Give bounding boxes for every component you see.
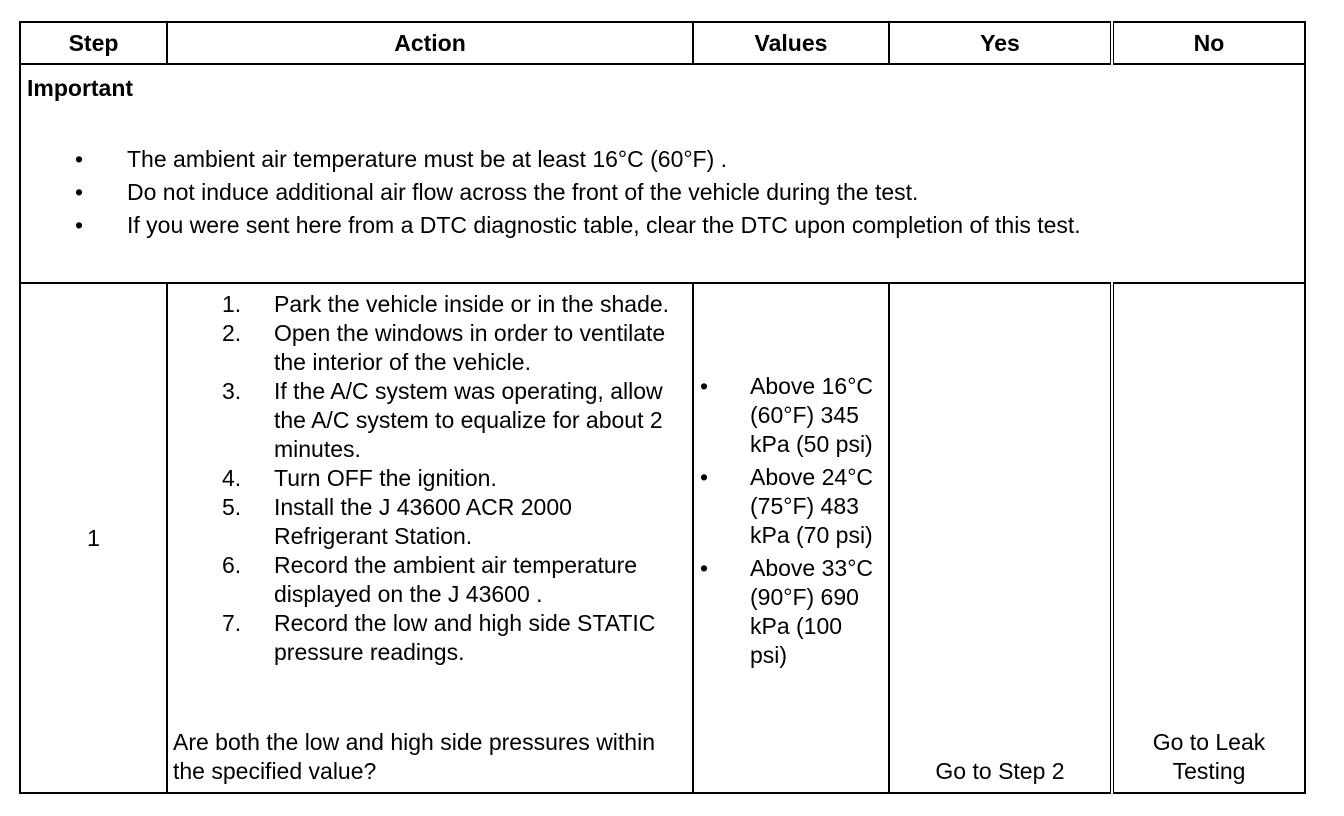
action-step-text: Park the vehicle inside or in the shade. <box>274 291 670 317</box>
action-step <box>168 551 692 609</box>
action-step <box>168 493 692 551</box>
important-item <box>21 145 1304 178</box>
step-number: 1 <box>20 283 167 793</box>
important-item <box>21 211 1304 244</box>
action-step <box>168 464 692 493</box>
value-item-text: Above 24°C (75°F) 483 kPa (70 psi) <box>750 464 873 548</box>
important-item-text: If you were sent here from a DTC diagnostic table, clear the DTC upon completion of this test. <box>127 212 1081 238</box>
header-values: Values <box>693 22 889 64</box>
action-step-number: 5. <box>222 494 242 520</box>
yes-cell <box>889 283 1112 793</box>
value-item <box>694 372 888 459</box>
action-step-text: Record the ambient air temperature displayed on the J 43600 . <box>274 552 638 607</box>
value-item <box>694 463 888 550</box>
value-item <box>694 554 888 670</box>
action-cell <box>167 283 693 793</box>
diagnostic-table <box>19 21 1306 794</box>
step-row <box>20 283 1305 793</box>
action-question: Are both the low and high side pressures within the specified value? <box>173 729 656 784</box>
yes-result: Go to Step 2 <box>935 758 1065 784</box>
action-step-text: Open the windows in order to ventilate the interior of the vehicle. <box>274 320 666 375</box>
important-item-text: Do not induce additional air flow across the front of the vehicle during the test. <box>127 179 919 205</box>
important-item <box>21 178 1304 211</box>
header-row <box>20 22 1305 64</box>
no-result: Go to Leak Testing <box>1152 729 1266 784</box>
action-step-number: 4. <box>222 465 242 491</box>
bullet-icon: • <box>75 146 84 172</box>
action-step-text: Turn OFF the ignition. <box>274 465 497 491</box>
important-title: Important <box>27 75 134 101</box>
values-list <box>694 372 888 670</box>
action-step-text: Install the J 43600 ACR 2000 Refrigerant Station. <box>274 494 572 549</box>
value-item-text: Above 16°C (60°F) 345 kPa (50 psi) <box>750 373 873 457</box>
bullet-icon: • <box>700 373 709 399</box>
important-cell <box>20 64 1305 283</box>
action-step-number: 3. <box>222 378 242 404</box>
action-step <box>168 377 692 464</box>
important-list <box>21 145 1304 244</box>
important-row <box>20 64 1305 283</box>
header-step: Step <box>20 22 167 64</box>
bullet-icon: • <box>700 464 709 490</box>
action-step <box>168 290 692 319</box>
action-step-number: 6. <box>222 552 242 578</box>
bullet-icon: • <box>75 179 84 205</box>
action-steps-list <box>168 290 692 667</box>
bullet-icon: • <box>700 555 709 581</box>
value-item-text: Above 33°C (90°F) 690 kPa (100 psi) <box>750 555 873 668</box>
values-cell <box>693 283 889 793</box>
bullet-icon: • <box>75 212 84 238</box>
action-step-text: If the A/C system was operating, allow the A/C system to equalize for about 2 minutes. <box>274 378 663 462</box>
action-step-number: 2. <box>222 320 242 346</box>
no-cell <box>1112 283 1305 793</box>
action-step-number: 1. <box>222 291 242 317</box>
header-no: No <box>1112 22 1305 64</box>
header-action: Action <box>167 22 693 64</box>
action-step-number: 7. <box>222 610 242 636</box>
action-step <box>168 609 692 667</box>
important-item-text: The ambient air temperature must be at least 16°C (60°F) . <box>127 146 728 172</box>
header-yes: Yes <box>889 22 1112 64</box>
action-step <box>168 319 692 377</box>
action-step-text: Record the low and high side STATIC pressure readings. <box>274 610 656 665</box>
